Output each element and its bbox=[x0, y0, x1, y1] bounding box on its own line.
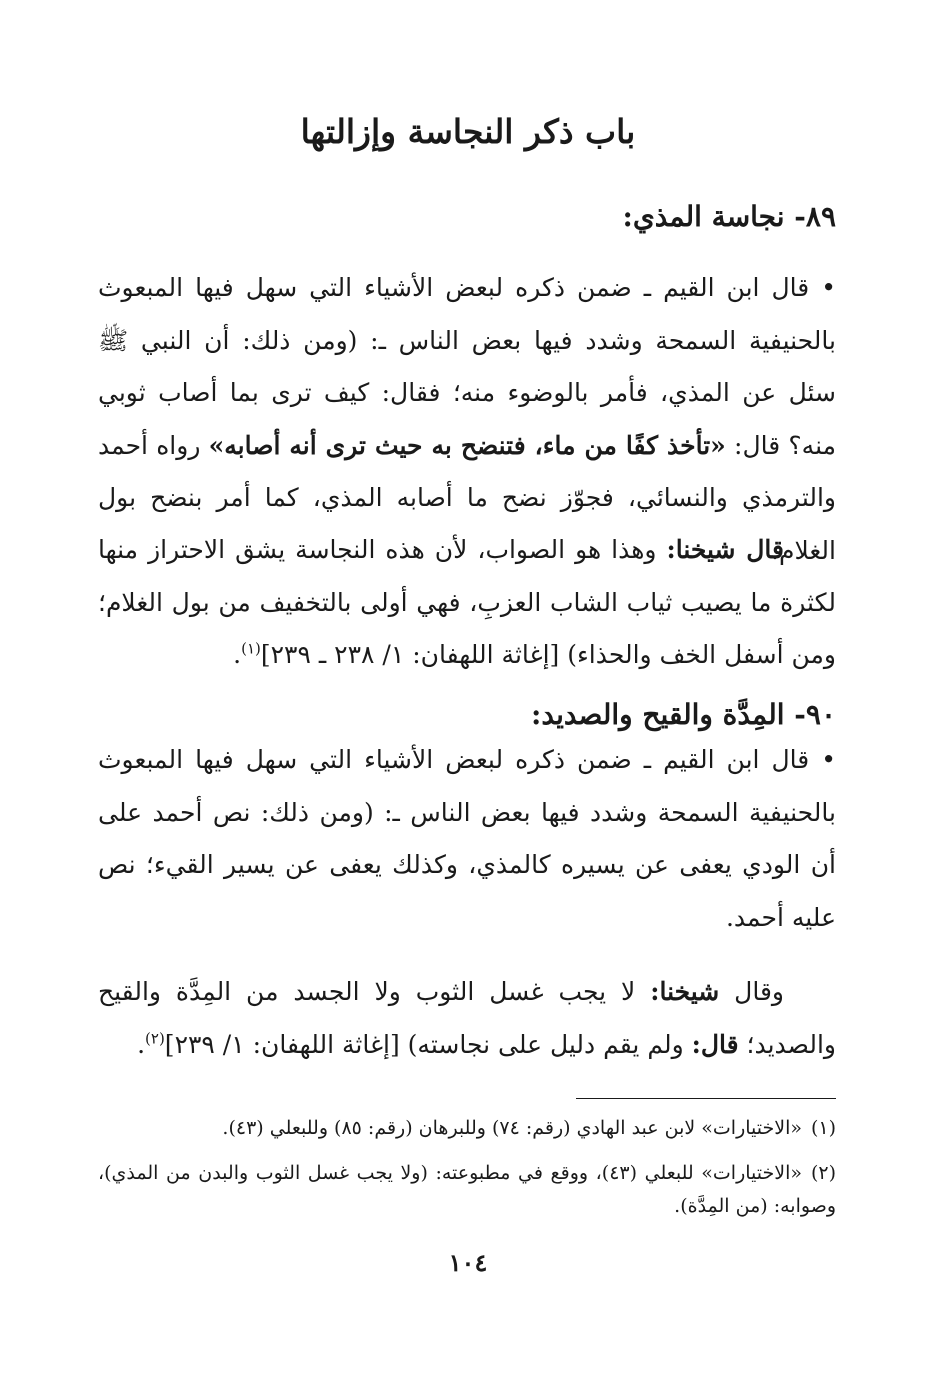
footnote-number: (٢) bbox=[810, 1162, 836, 1184]
footnote-1 bbox=[98, 1112, 836, 1145]
section-89-paragraph-2: قال شيخنا: وهذا هو الصواب، لأن هذه النجاسة يشق الاحتراز منها لكثرة ما يصيب ثياب الشاب العزبِ، فهي أولى بالتخفيف من بول الغلام؛ ومن أسفل الخف والحذاء) [إغاثة اللهفان: ١/ ٢٣٨ ـ ٢٣٩]$^{(١)}$. bbox=[98, 535, 836, 669]
footnote-divider bbox=[576, 1098, 836, 1099]
chapter-title: باب ذكر النجاسة وإزالتها bbox=[300, 112, 636, 151]
footnote-text: «الاختيارات» للبعلي (٤٣)، ووقع في مطبوعته: (ولا يجب غسل الثوب والبدن من المذي)، وصوابه: (من المِدَّة). bbox=[98, 1162, 836, 1217]
footnote-ref-1[interactable]: (١) bbox=[241, 639, 261, 658]
shaykh-label: قال شيخنا: bbox=[666, 535, 784, 564]
hadith-quote: «تأخذ كفًا من ماء، فتنضح به حيث ترى أنه أصابه» bbox=[208, 430, 726, 460]
footnote-text: «الاختيارات» لابن عبد الهادي (رقم: ٧٤) وللبرهان (رقم: ٨٥) وللبعلي (٤٣). bbox=[222, 1117, 802, 1139]
section-89-narration: رواه أحمد والترمذي والنسائي، فجوّز نضح ما أصابه المذي، كما أمر بنضح بول الغلام. bbox=[98, 430, 836, 565]
section-89-intro: • قال ابن القيم ـ ضمن ذكره لبعض الأشياء التي سهل فيها المبعوث بالحنيفية السمحة وشدد فيها بعض الناس ـ: (ومن ذلك: أن النبي ﷺ سئل عن المذي، فأمر بالوضوء منه؛ فقال: كيف ترى بما أصاب ثوبي منه؟ قال: bbox=[98, 273, 837, 460]
footnote-2 bbox=[98, 1157, 836, 1223]
section-90-heading: ٩٠- المِدَّة والقيح والصديد: bbox=[531, 698, 836, 731]
section-89-commentary: وهذا هو الصواب، لأن هذه النجاسة يشق الاحتراز منها لكثرة ما يصيب ثياب الشاب العزبِ، فهي أولى بالتخفيف من بول الغلام؛ ومن أسفل الخف والحذاء) [إغاثة اللهفان: ١/ ٢٣٨ ـ ٢٣٩] bbox=[98, 535, 836, 669]
qala-label: قال: bbox=[691, 1029, 739, 1059]
section-89-heading: ٨٩- نجاسة المذي: bbox=[622, 200, 836, 233]
footnote-ref-2[interactable]: (٢) bbox=[145, 1029, 165, 1048]
footnote-number: (١) bbox=[810, 1117, 836, 1139]
section-90-paragraph-1: • قال ابن القيم ـ ضمن ذكره لبعض الأشياء التي سهل فيها المبعوث بالحنيفية السمحة وشدد فيها بعض الناس ـ: (ومن ذلك: نص أحمد على أن الودي يعفى عن يسيره كالمذي، وكذلك يعفى عن يسير القيء؛ نص عليه أحمد. bbox=[98, 745, 836, 932]
page-number: ١٠٤ bbox=[448, 1248, 488, 1277]
section-90-paragraph-2: وقال شيخنا: لا يجب غسل الثوب ولا الجسد من المِدَّة والقيح والصديد؛ قال: ولم يقم دليل على نجاسته) [إغاثة اللهفان: ١/ ٢٣٩]$^{(٢)}$. bbox=[98, 977, 836, 1059]
shaykh-label: شيخنا: bbox=[650, 977, 720, 1006]
